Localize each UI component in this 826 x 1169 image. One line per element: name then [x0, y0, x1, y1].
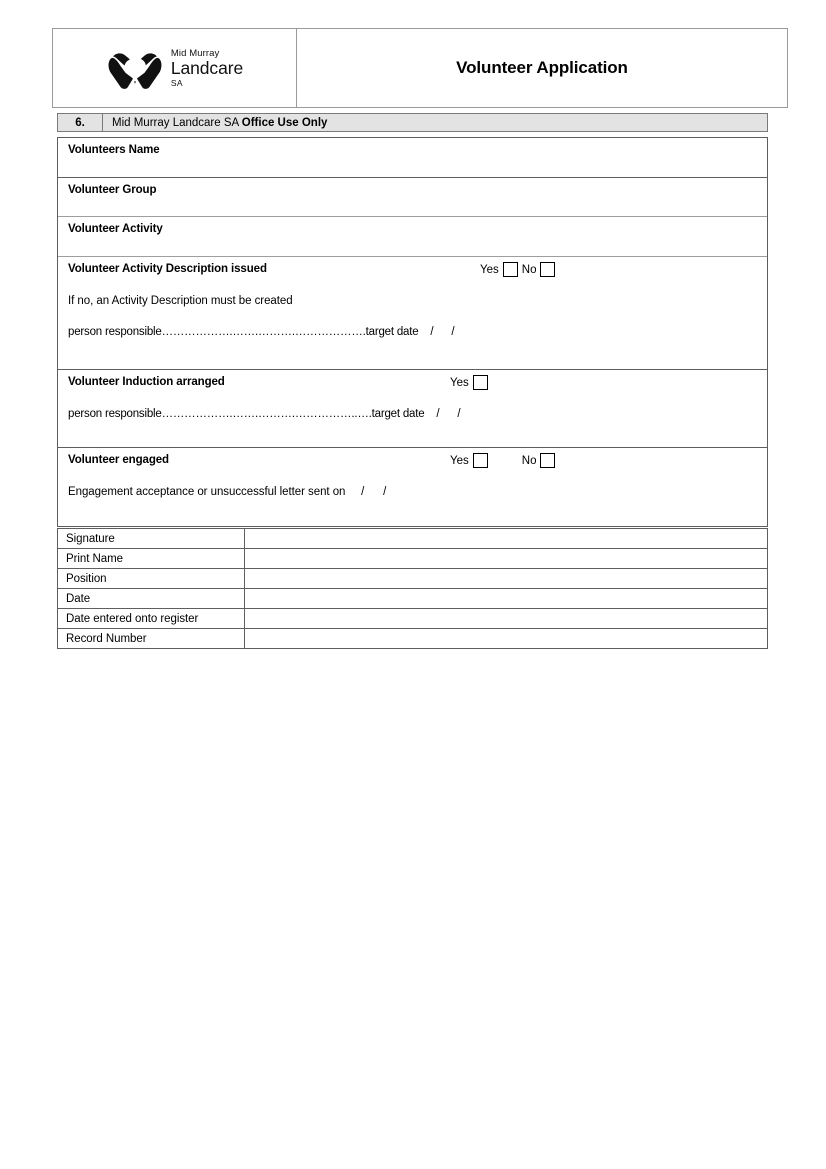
engaged-no-label: No	[521, 454, 537, 467]
label-date: Date	[58, 589, 245, 609]
field-row-volunteer-activity[interactable]	[58, 217, 767, 257]
value-record-number[interactable]	[245, 629, 768, 649]
section-title-bold: Office Use Only	[241, 116, 328, 129]
line-engagement-letter-sent-on[interactable]: Engagement acceptance or unsuccessful letter sent on / /	[68, 486, 387, 498]
document-header	[52, 28, 788, 108]
section-header-bar	[57, 113, 768, 132]
engaged-yes-label: Yes	[450, 454, 469, 467]
checkbox-engaged-no[interactable]	[540, 453, 555, 468]
signature-table-body	[58, 529, 768, 649]
label-record-number: Record Number	[58, 629, 245, 649]
value-position[interactable]	[245, 569, 768, 589]
value-signature[interactable]	[245, 529, 768, 549]
page-title: Volunteer Application	[456, 58, 628, 77]
field-row-volunteer-engaged[interactable]	[58, 448, 767, 527]
section-number: 6.	[58, 114, 103, 131]
office-use-form-table	[57, 137, 768, 527]
engaged-yesno-group[interactable]	[450, 453, 555, 468]
field-row-activity-description-issued[interactable]	[58, 257, 767, 370]
label-date-entered-onto-register: Date entered onto register	[58, 609, 245, 629]
note-activity-description-created: If no, an Activity Description must be created	[68, 295, 293, 307]
activity-description-yes-label: Yes	[480, 263, 499, 276]
logo-wordmark	[171, 49, 243, 87]
value-date[interactable]	[245, 589, 768, 609]
line-activity-description-person-responsible[interactable]: person responsible……………….…….……….……………….target date / /	[68, 326, 455, 338]
label-volunteers-name: Volunteers Name	[68, 144, 160, 156]
logo	[106, 46, 243, 90]
label-activity-description-issued: Volunteer Activity Description issued	[68, 263, 267, 275]
label-volunteer-induction-arranged: Volunteer Induction arranged	[68, 376, 225, 388]
checkbox-activity-description-yes[interactable]	[503, 262, 518, 277]
field-row-volunteer-group[interactable]	[58, 178, 767, 217]
label-print-name: Print Name	[58, 549, 245, 569]
table-row[interactable]	[58, 569, 768, 589]
table-row[interactable]	[58, 549, 768, 569]
checkbox-engaged-yes[interactable]	[473, 453, 488, 468]
field-row-volunteers-name[interactable]	[58, 138, 767, 178]
label-volunteer-activity: Volunteer Activity	[68, 223, 163, 235]
activity-description-yesno-group[interactable]	[480, 262, 555, 277]
line-induction-person-responsible[interactable]: person responsible……………….…….……….……………..….target date / /	[68, 408, 461, 420]
logo-line-landcare: Landcare	[170, 57, 244, 78]
label-volunteer-group: Volunteer Group	[68, 184, 157, 196]
checkbox-activity-description-no[interactable]	[540, 262, 555, 277]
table-row[interactable]	[58, 629, 768, 649]
header-logo-cell	[53, 29, 297, 107]
header-title-cell	[297, 29, 787, 107]
signature-table	[57, 528, 768, 649]
checkbox-induction-yes[interactable]	[473, 375, 488, 390]
value-date-entered-onto-register[interactable]	[245, 609, 768, 629]
logo-line-sa: SA	[170, 77, 183, 88]
activity-description-no-label: No	[521, 263, 537, 276]
table-row[interactable]	[58, 609, 768, 629]
value-print-name[interactable]	[245, 549, 768, 569]
section-title-plain: Mid Murray Landcare SA	[112, 116, 242, 129]
section-title	[103, 114, 767, 131]
mid-murray-landcare-hands-australia-logo-icon	[106, 46, 164, 90]
induction-yes-label: Yes	[450, 376, 469, 389]
label-position: Position	[58, 569, 245, 589]
induction-yes-group[interactable]	[450, 375, 488, 390]
label-volunteer-engaged: Volunteer engaged	[68, 454, 169, 466]
field-row-volunteer-induction-arranged[interactable]	[58, 370, 767, 448]
table-row[interactable]	[58, 529, 768, 549]
table-row[interactable]	[58, 589, 768, 609]
logo-line-mid-murray: Mid Murray	[170, 48, 220, 59]
label-signature: Signature	[58, 529, 245, 549]
